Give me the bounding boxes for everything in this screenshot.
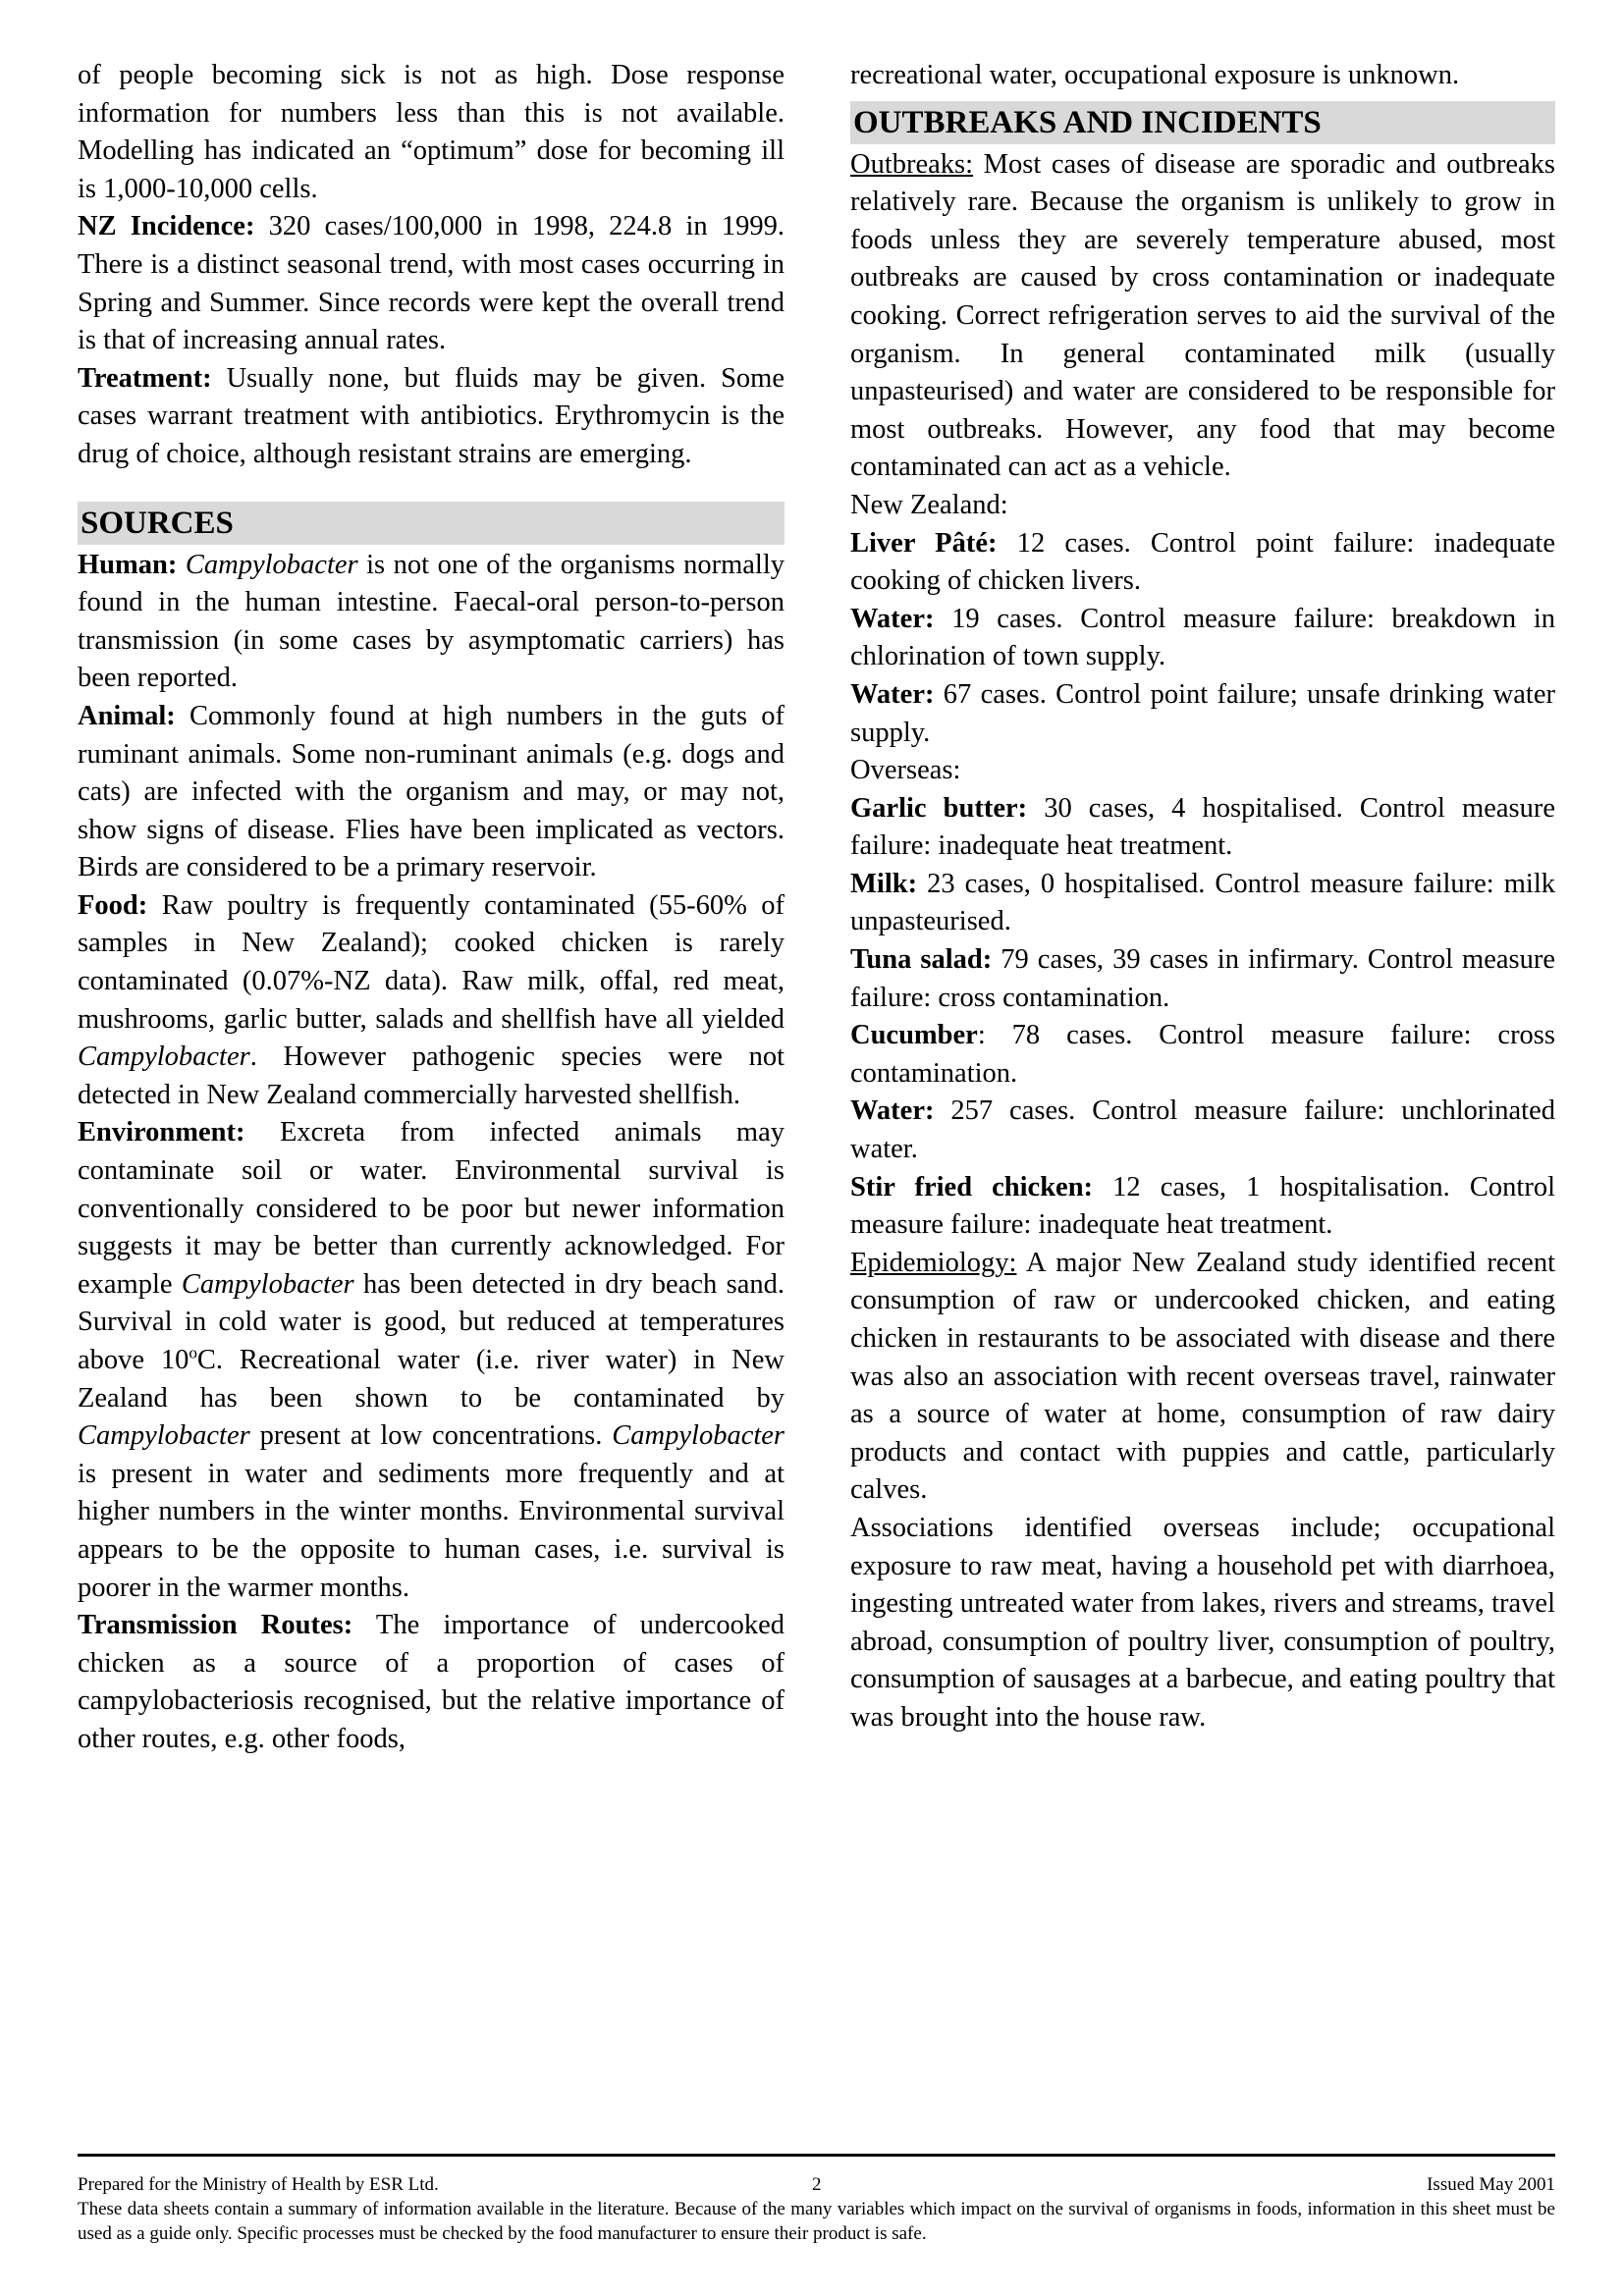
environment-text-e: is present in water and sediments more frequently and at higher numbers in the winter months. Environmental survival appears to be the opposite to human cases, i.e. survival is poorer in the warmer months. xyxy=(78,1458,784,1603)
sources-heading: SOURCES xyxy=(78,502,784,545)
organism-name: Campylobacter xyxy=(612,1420,784,1452)
incident-label: Stir fried chicken: xyxy=(850,1171,1094,1202)
nz-incidence-paragraph xyxy=(78,208,784,359)
treatment-text: Usually none, but fluids may be given. Some cases warrant treatment with antibiotics. Erythromycin is the drug of choice, although resistant strains are emerging. xyxy=(78,362,784,469)
epidemiology-text: A major New Zealand study identified recent consumption of raw or undercooked chicken, and eating chicken in restaurants to be associated with disease and there was also an association with recent overseas travel, rainwater as a source of water at home, consumption of raw dairy products and contact with puppies and cattle, particularly calves. xyxy=(850,1247,1555,1506)
treatment-label: Treatment: xyxy=(78,362,212,394)
epidemiology-paragraph xyxy=(850,1245,1555,1510)
nz-incidence-text: 320 cases/100,000 in 1998, 224.8 in 1999. There is a distinct seasonal trend, with most cases occurring in Spring and Summer. Since records were kept the overall trend is that of increasing annual rates. xyxy=(78,211,784,356)
incident-text: 30 cases, 4 hospitalised. Control measure failure: inadequate heat treatment. xyxy=(850,792,1555,862)
incident-text: 12 cases, 1 hospitalisation. Control measure failure: inadequate heat treatment. xyxy=(850,1171,1555,1241)
incident-text: 23 cases, 0 hospitalised. Control measure failure: milk unpasteurised. xyxy=(850,868,1555,937)
incident-item xyxy=(850,866,1555,941)
human-paragraph xyxy=(78,547,784,698)
animal-label: Animal: xyxy=(78,700,176,731)
page-footer xyxy=(78,2154,1555,2246)
degree-superscript: o xyxy=(189,1343,197,1362)
associations-paragraph: Associations identified overseas include; occupational exposure to raw meat, having a household pet with diarrhoea, ingesting untreated water from lakes, rivers and streams, travel abroad, consumption of poultry liver, consumption of poultry, consumption of sausages at a barbecue, and eating poultry that was brought into the house raw. xyxy=(850,1512,1555,1733)
human-text-b: is not one of the organisms normally found in the human intestine. Faecal-oral person-to-person transmission (in some cases by asymptomatic carriers) has been reported. xyxy=(78,549,784,694)
animal-paragraph xyxy=(78,698,784,887)
incident-label: Water: xyxy=(850,678,935,710)
food-label: Food: xyxy=(78,889,148,921)
environment-text-a: Excreta from infected animals may contaminate soil or water. Environmental survival is conventionally considered to be poor but newer information suggests it may be better than currently acknowledged. For example xyxy=(78,1117,784,1300)
food-text-a: Raw poultry is frequently contaminated (55-60% of samples in New Zealand); cooked chicken is rarely contaminated (0.07%-NZ data). Raw milk, offal, red meat, mushrooms, garlic butter, salads and shellfish have all yielded xyxy=(78,889,784,1035)
left-column xyxy=(78,57,784,1759)
organism-name: Campylobacter xyxy=(181,1268,354,1300)
dose-paragraph: of people becoming sick is not as high. Dose response information for numbers less than this is not available. Modelling has indicated an “optimum” dose for becoming ill is 1,000-10,000 cells. xyxy=(78,60,784,204)
environment-text-c: C. Recreational water (i.e. river water) in New Zealand has been shown to be contaminated by xyxy=(78,1345,784,1414)
incident-label: Water: xyxy=(850,1095,935,1127)
page-number: 2 xyxy=(812,2174,822,2195)
transmission-label: Transmission Routes: xyxy=(78,1610,353,1641)
incident-label: Cucumber xyxy=(850,1020,978,1051)
incident-item xyxy=(850,1017,1555,1093)
incident-text: : 78 cases. Control measure failure: cross contamination. xyxy=(850,1020,1555,1089)
incident-label: Liver Pâté: xyxy=(850,527,998,559)
outbreaks-heading: OUTBREAKS AND INCIDENTS xyxy=(850,101,1555,144)
incident-label: Tuna salad: xyxy=(850,944,993,976)
prepared-by-text: Prepared for the Ministry of Health by ESR Ltd. xyxy=(78,2174,439,2195)
outbreaks-label: Outbreaks: xyxy=(850,148,974,180)
treatment-paragraph xyxy=(78,360,784,474)
environment-text-b: has been detected in dry beach sand. Survival in cold water is good, but reduced at temperatures above 10 xyxy=(78,1268,784,1375)
nz-incidence-label: NZ Incidence: xyxy=(78,211,255,242)
human-label: Human: xyxy=(78,549,178,580)
new-zealand-subheading: New Zealand: xyxy=(850,489,1008,520)
incident-item xyxy=(850,525,1555,601)
incident-text: 19 cases. Control measure failure: breakdown in chlorination of town supply. xyxy=(850,603,1555,672)
organism-name: Campylobacter xyxy=(78,1041,250,1073)
incident-item xyxy=(850,790,1555,866)
overseas-subheading: Overseas: xyxy=(850,755,961,786)
incident-text: 79 cases, 39 cases in infirmary. Control measure failure: cross contamination. xyxy=(850,944,1555,1013)
continuation-paragraph: recreational water, occupational exposure is unknown. xyxy=(850,60,1460,90)
incident-label: Garlic butter: xyxy=(850,792,1028,824)
organism-name: Campylobacter xyxy=(78,1420,250,1452)
incident-text: 257 cases. Control measure failure: unchlorinated water. xyxy=(850,1095,1555,1165)
transmission-paragraph xyxy=(78,1607,784,1758)
incident-item xyxy=(850,601,1555,676)
outbreaks-paragraph xyxy=(850,146,1555,487)
incident-label: Water: xyxy=(850,603,935,634)
incident-item xyxy=(850,1169,1555,1245)
incident-text: 67 cases. Control point failure; unsafe drinking water supply. xyxy=(850,678,1555,748)
incident-item xyxy=(850,941,1555,1017)
disclaimer-text: These data sheets contain a summary of information available in the literature. Because of the many variables which impact on the survival of organisms in foods, information in this sheet must be used as a guide only. Specific processes must be checked by the food manufacturer to ensure their product is safe. xyxy=(78,2199,1555,2244)
environment-text-d: present at low concentrations. xyxy=(249,1420,613,1452)
incident-text: 12 cases. Control point failure: inadequate cooking of chicken livers. xyxy=(850,527,1555,597)
food-paragraph xyxy=(78,887,784,1115)
organism-name: Campylobacter xyxy=(185,549,358,580)
incident-item xyxy=(850,1093,1555,1168)
transmission-text: The importance of undercooked chicken as a source of a proportion of cases of campylobacteriosis recognised, but the relative importance of other routes, e.g. other foods, xyxy=(78,1610,784,1754)
environment-paragraph xyxy=(78,1114,784,1607)
animal-text: Commonly found at high numbers in the guts of ruminant animals. Some non-ruminant animals (e.g. dogs and cats) are infected with the organism and may, or may not, show signs of disease. Flies have been implicated as vectors. Birds are considered to be a primary reservoir. xyxy=(78,700,784,883)
incident-label: Milk: xyxy=(850,868,918,899)
food-text-b: . However pathogenic species were not detected in New Zealand commercially harvested shellfish. xyxy=(78,1041,784,1110)
right-column xyxy=(850,57,1555,1737)
epidemiology-label: Epidemiology: xyxy=(850,1247,1017,1278)
human-text-a xyxy=(177,550,186,580)
incident-item xyxy=(850,676,1555,752)
issued-date: Issued May 2001 xyxy=(1427,2174,1555,2195)
footer-row xyxy=(78,2172,1555,2197)
outbreaks-text: Most cases of disease are sporadic and outbreaks relatively rare. Because the organism is unlikely to grow in foods unless they are severely temperature abused, most outbreaks are caused by cross contamination or inadequate cooking. Correct refrigeration serves to aid the survival of the organism. In general contaminated milk (usually unpasteurised) and water are considered to be responsible for most outbreaks. However, any food that may become contaminated can act as a vehicle. xyxy=(850,148,1555,483)
environment-label: Environment: xyxy=(78,1117,245,1148)
